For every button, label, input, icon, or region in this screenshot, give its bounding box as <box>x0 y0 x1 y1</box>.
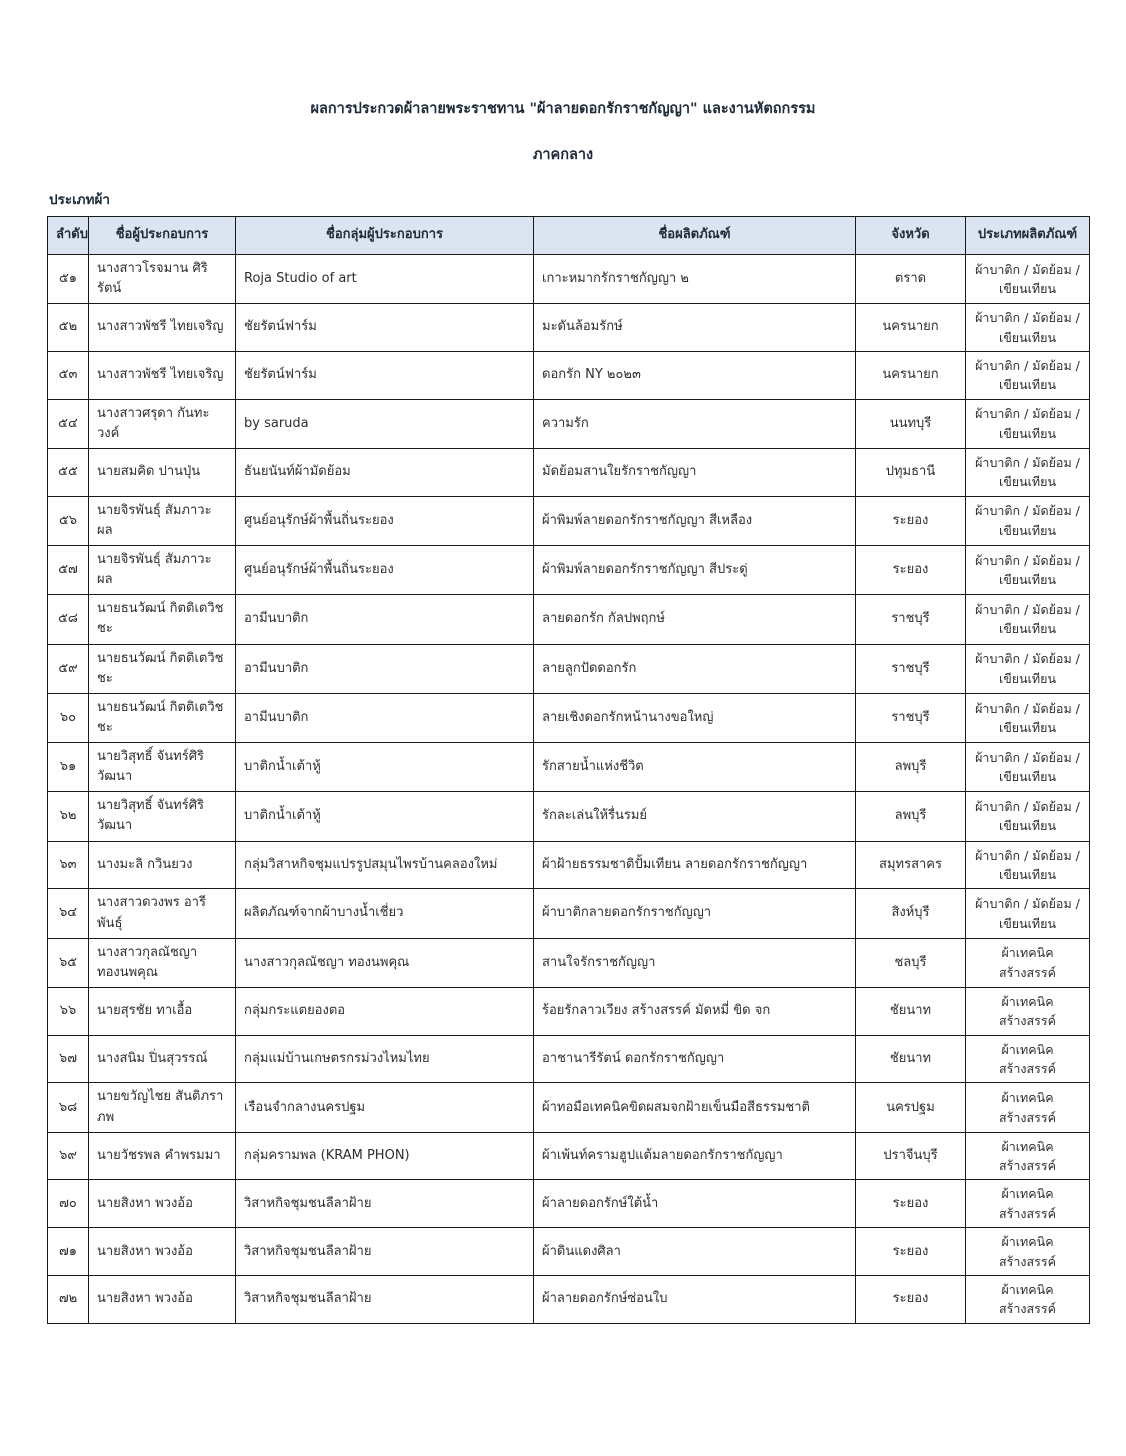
cell-entrepreneur-name: นายวัชรพล คำพรมมา <box>89 1132 236 1180</box>
cell-province: ลพบุรี <box>856 792 966 841</box>
table-row <box>48 938 1090 987</box>
cell-product-name: มัดย้อมสานใยรักราชกัญญา <box>534 448 856 496</box>
table-row <box>48 841 1090 889</box>
header-cell-type: ประเภทผลิตภัณฑ์ <box>966 216 1090 254</box>
cell-no: ๖๒ <box>48 792 89 841</box>
cell-entrepreneur-name: นายสิงหา พวงอ้อ <box>89 1228 236 1276</box>
cell-entrepreneur-name: นายธนวัฒน์ กิตติเตวิชชะ <box>89 595 236 644</box>
table-body <box>48 254 1090 1323</box>
cell-group-name: นางสาวกุลณัชญา ทองนพคุณ <box>236 938 534 987</box>
cell-product-type: ผ้าบาติก / มัดย้อม / เขียนเทียน <box>966 693 1090 742</box>
table-row <box>48 693 1090 742</box>
table-row <box>48 1035 1090 1083</box>
cell-no: ๖๙ <box>48 1132 89 1180</box>
cell-product-type: ผ้าเทคนิคสร้างสรรค์ <box>966 1035 1090 1083</box>
cell-province: ระยอง <box>856 1228 966 1276</box>
cell-product-type: ผ้าเทคนิคสร้างสรรค์ <box>966 987 1090 1035</box>
cell-province: ชัยนาท <box>856 1035 966 1083</box>
table-row <box>48 496 1090 545</box>
cell-product-type: ผ้าบาติก / มัดย้อม / เขียนเทียน <box>966 595 1090 644</box>
table-row <box>48 987 1090 1035</box>
cell-province: นครนายก <box>856 351 966 399</box>
cell-no: ๕๖ <box>48 496 89 545</box>
cell-product-name: ผ้าบาติกลายดอกรักราชกัญญา <box>534 889 856 938</box>
cell-product-type: ผ้าเทคนิคสร้างสรรค์ <box>966 938 1090 987</box>
header-cell-product: ชื่อผลิตภัณฑ์ <box>534 216 856 254</box>
table-row <box>48 351 1090 399</box>
cell-province: สิงห์บุรี <box>856 889 966 938</box>
cell-group-name: อามีนบาติก <box>236 644 534 693</box>
cell-product-type: ผ้าเทคนิคสร้างสรรค์ <box>966 1083 1090 1132</box>
cell-product-name: ลายลูกปัดดอกรัก <box>534 644 856 693</box>
cell-group-name: กลุ่มวิสาหกิจชุมแปรรูปสมุนไพรบ้านคลองใหม่ <box>236 841 534 889</box>
document-subtitle: ภาคกลาง <box>532 146 594 163</box>
cell-province: ปทุมธานี <box>856 448 966 496</box>
cell-group-name: ชัยรัตน์ฟาร์ม <box>236 304 534 352</box>
cell-no: ๖๖ <box>48 987 89 1035</box>
cell-group-name: กลุ่มกระแตยองตอ <box>236 987 534 1035</box>
table-row <box>48 399 1090 448</box>
cell-product-type: ผ้าบาติก / มัดย้อม / เขียนเทียน <box>966 304 1090 352</box>
results-table <box>47 216 1090 1324</box>
cell-province: ระยอง <box>856 1180 966 1228</box>
cell-entrepreneur-name: นายสิงหา พวงอ้อ <box>89 1180 236 1228</box>
cell-product-name: ผ้าฝ้ายธรรมชาติปั้มเทียน ลายดอกรักราชกัญญา <box>534 841 856 889</box>
cell-product-type: ผ้าเทคนิคสร้างสรรค์ <box>966 1228 1090 1276</box>
cell-entrepreneur-name: นางสาวดวงพร อารีพันธุ์ <box>89 889 236 938</box>
cell-entrepreneur-name: นายจิรพันธุ์ สัมภาวะผล <box>89 545 236 594</box>
cell-group-name: เรือนจำกลางนครปฐม <box>236 1083 534 1132</box>
cell-group-name: ชัยรัตน์ฟาร์ม <box>236 351 534 399</box>
cell-product-name: ผ้าพิมพ์ลายดอกรักราชกัญญา สีเหลือง <box>534 496 856 545</box>
cell-province: ราชบุรี <box>856 693 966 742</box>
cell-product-name: ลายดอกรัก กัลปพฤกษ์ <box>534 595 856 644</box>
cell-product-name: ผ้าดินแดงศิลา <box>534 1228 856 1276</box>
cell-product-name: อาชานารีรัตน์ ดอกรักราชกัญญา <box>534 1035 856 1083</box>
table-row <box>48 1275 1090 1323</box>
cell-no: ๗๐ <box>48 1180 89 1228</box>
cell-group-name: บาติกน้ำเต้าหู้ <box>236 743 534 792</box>
table-row <box>48 545 1090 594</box>
cell-no: ๕๔ <box>48 399 89 448</box>
cell-province: ระยอง <box>856 496 966 545</box>
cell-no: ๕๘ <box>48 595 89 644</box>
cell-entrepreneur-name: นางมะลิ กวินยวง <box>89 841 236 889</box>
cell-province: สมุทรสาคร <box>856 841 966 889</box>
table-row <box>48 1180 1090 1228</box>
table-row <box>48 304 1090 352</box>
cell-entrepreneur-name: นายธนวัฒน์ กิตติเตวิชชะ <box>89 644 236 693</box>
cell-entrepreneur-name: นางสาวศรุดา กันทะวงค์ <box>89 399 236 448</box>
cell-product-name: ลายเชิงดอกรักหน้านางขอใหญ่ <box>534 693 856 742</box>
cell-province: นครนายก <box>856 304 966 352</box>
cell-entrepreneur-name: นางสาวกุลณัชญา ทองนพคุณ <box>89 938 236 987</box>
cell-group-name: อามีนบาติก <box>236 693 534 742</box>
cell-province: ราชบุรี <box>856 595 966 644</box>
cell-product-type: ผ้าบาติก / มัดย้อม / เขียนเทียน <box>966 841 1090 889</box>
cell-product-name: ผ้าพิมพ์ลายดอกรักราชกัญญา สีประดู่ <box>534 545 856 594</box>
cell-group-name: กลุ่มแม่บ้านเกษตรกรม่วงไหมไทย <box>236 1035 534 1083</box>
table-row <box>48 889 1090 938</box>
cell-product-name: ผ้าลายดอกรักษ์ใต้น้ำ <box>534 1180 856 1228</box>
cell-entrepreneur-name: นางสนิม ปิ่นสุวรรณ์ <box>89 1035 236 1083</box>
cell-entrepreneur-name: นายสุรชัย ทาเอื้อ <box>89 987 236 1035</box>
table-row <box>48 792 1090 841</box>
cell-province: ราชบุรี <box>856 644 966 693</box>
cell-province: ตราด <box>856 254 966 303</box>
cell-product-type: ผ้าบาติก / มัดย้อม / เขียนเทียน <box>966 792 1090 841</box>
cell-group-name: ผลิตภัณฑ์จากผ้าบางน้ำเชี่ยว <box>236 889 534 938</box>
cell-product-name: ผ้าเพ้นท์ครามฮูปแต้มลายดอกรักราชกัญญา <box>534 1132 856 1180</box>
cell-product-type: ผ้าบาติก / มัดย้อม / เขียนเทียน <box>966 545 1090 594</box>
cell-no: ๕๕ <box>48 448 89 496</box>
cell-province: ระยอง <box>856 1275 966 1323</box>
cell-entrepreneur-name: นายจิรพันธุ์ สัมภาวะผล <box>89 496 236 545</box>
document-title: ผลการประกวดผ้าลายพระราชทาน "ผ้าลายดอกรักราชกัญญา" และงานหัตถกรรม <box>310 101 816 117</box>
cell-product-type: ผ้าบาติก / มัดย้อม / เขียนเทียน <box>966 889 1090 938</box>
cell-group-name: วิสาหกิจชุมชนลีลาฝ้าย <box>236 1228 534 1276</box>
cell-product-type: ผ้าบาติก / มัดย้อม / เขียนเทียน <box>966 399 1090 448</box>
table-row <box>48 743 1090 792</box>
cell-entrepreneur-name: นายวิสุทธิ์ จันทร์ศิริวัฒนา <box>89 743 236 792</box>
cell-group-name: Roja Studio of art <box>236 254 534 303</box>
cell-entrepreneur-name: นางสาวพัชรี ไทยเจริญ <box>89 351 236 399</box>
cell-province: ระยอง <box>856 545 966 594</box>
header-cell-province: จังหวัด <box>856 216 966 254</box>
cell-no: ๗๒ <box>48 1275 89 1323</box>
cell-no: ๖๑ <box>48 743 89 792</box>
cell-group-name: วิสาหกิจชุมชนลีลาฝ้าย <box>236 1275 534 1323</box>
cell-province: ชัยนาท <box>856 987 966 1035</box>
cell-product-type: ผ้าบาติก / มัดย้อม / เขียนเทียน <box>966 351 1090 399</box>
table-header-row <box>48 216 1090 254</box>
table-header <box>48 216 1090 254</box>
cell-no: ๕๑ <box>48 254 89 303</box>
cell-no: ๕๓ <box>48 351 89 399</box>
table-row <box>48 644 1090 693</box>
cell-product-type: ผ้าเทคนิคสร้างสรรค์ <box>966 1275 1090 1323</box>
table-row <box>48 1228 1090 1276</box>
cell-product-type: ผ้าบาติก / มัดย้อม / เขียนเทียน <box>966 496 1090 545</box>
cell-group-name: ศูนย์อนุรักษ์ผ้าพื้นถิ่นระยอง <box>236 496 534 545</box>
cell-province: ลพบุรี <box>856 743 966 792</box>
cell-entrepreneur-name: นางสาวโรจมาน ศิริรัตน์ <box>89 254 236 303</box>
cell-no: ๕๙ <box>48 644 89 693</box>
cell-group-name: บาติกน้ำเต้าหู้ <box>236 792 534 841</box>
cell-product-type: ผ้าเทคนิคสร้างสรรค์ <box>966 1180 1090 1228</box>
cell-entrepreneur-name: นายขวัญไชย สันติภราภพ <box>89 1083 236 1132</box>
table-row <box>48 1132 1090 1180</box>
table-row <box>48 1083 1090 1132</box>
cell-entrepreneur-name: นางสาวพัชรี ไทยเจริญ <box>89 304 236 352</box>
cell-product-type: ผ้าเทคนิคสร้างสรรค์ <box>966 1132 1090 1180</box>
cell-province: นนทบุรี <box>856 399 966 448</box>
cell-product-name: ผ้าลายดอกรักษ์ซ่อนใบ <box>534 1275 856 1323</box>
cell-group-name: by saruda <box>236 399 534 448</box>
cell-no: ๖๐ <box>48 693 89 742</box>
cell-product-name: ร้อยรักลาวเวียง สร้างสรรค์ มัดหมี่ ขิด จก <box>534 987 856 1035</box>
cell-no: ๕๒ <box>48 304 89 352</box>
cell-entrepreneur-name: นายสิงหา พวงอ้อ <box>89 1275 236 1323</box>
cell-product-name: เกาะหมากรักราชกัญญา ๒ <box>534 254 856 303</box>
cell-no: ๖๗ <box>48 1035 89 1083</box>
cell-entrepreneur-name: นายสมคิด ปานปุ่น <box>89 448 236 496</box>
cell-group-name: วิสาหกิจชุมชนลีลาฝ้าย <box>236 1180 534 1228</box>
table-row <box>48 254 1090 303</box>
cell-product-name: มะดันล้อมรักษ์ <box>534 304 856 352</box>
cell-entrepreneur-name: นายธนวัฒน์ กิตติเตวิชชะ <box>89 693 236 742</box>
cell-product-type: ผ้าบาติก / มัดย้อม / เขียนเทียน <box>966 448 1090 496</box>
cell-product-name: ความรัก <box>534 399 856 448</box>
cell-province: ปราจีนบุรี <box>856 1132 966 1180</box>
cell-no: ๗๑ <box>48 1228 89 1276</box>
cell-entrepreneur-name: นายวิสุทธิ์ จันทร์ศิริวัฒนา <box>89 792 236 841</box>
cell-group-name: กลุ่มครามพล (KRAM PHON) <box>236 1132 534 1180</box>
cell-province: นครปฐม <box>856 1083 966 1132</box>
cell-group-name: ธันยนันท์ผ้ามัดย้อม <box>236 448 534 496</box>
cell-province: ชลบุรี <box>856 938 966 987</box>
cell-group-name: อามีนบาติก <box>236 595 534 644</box>
table-row <box>48 448 1090 496</box>
cell-group-name: ศูนย์อนุรักษ์ผ้าพื้นถิ่นระยอง <box>236 545 534 594</box>
header-cell-name: ชื่อผู้ประกอบการ <box>89 216 236 254</box>
cell-no: ๕๗ <box>48 545 89 594</box>
cell-no: ๖๔ <box>48 889 89 938</box>
section-label-fabric-category: ประเภทผ้า <box>49 191 110 208</box>
cell-product-type: ผ้าบาติก / มัดย้อม / เขียนเทียน <box>966 644 1090 693</box>
cell-product-type: ผ้าบาติก / มัดย้อม / เขียนเทียน <box>966 254 1090 303</box>
cell-product-name: รักละเล่นให้รื่นรมย์ <box>534 792 856 841</box>
header-cell-group: ชื่อกลุ่มผู้ประกอบการ <box>236 216 534 254</box>
cell-product-name: ดอกรัก NY ๒๐๒๓ <box>534 351 856 399</box>
cell-no: ๖๓ <box>48 841 89 889</box>
cell-no: ๖๕ <box>48 938 89 987</box>
table-row <box>48 595 1090 644</box>
cell-product-name: ผ้าทอมือเทคนิคขิดผสมจกฝ้ายเข็นมือสีธรรมชาติ <box>534 1083 856 1132</box>
cell-product-name: รักสายน้ำแห่งชีวิต <box>534 743 856 792</box>
cell-product-type: ผ้าบาติก / มัดย้อม / เขียนเทียน <box>966 743 1090 792</box>
cell-no: ๖๘ <box>48 1083 89 1132</box>
cell-product-name: สานใจรักราชกัญญา <box>534 938 856 987</box>
header-cell-no: ลำดับ <box>48 216 89 254</box>
